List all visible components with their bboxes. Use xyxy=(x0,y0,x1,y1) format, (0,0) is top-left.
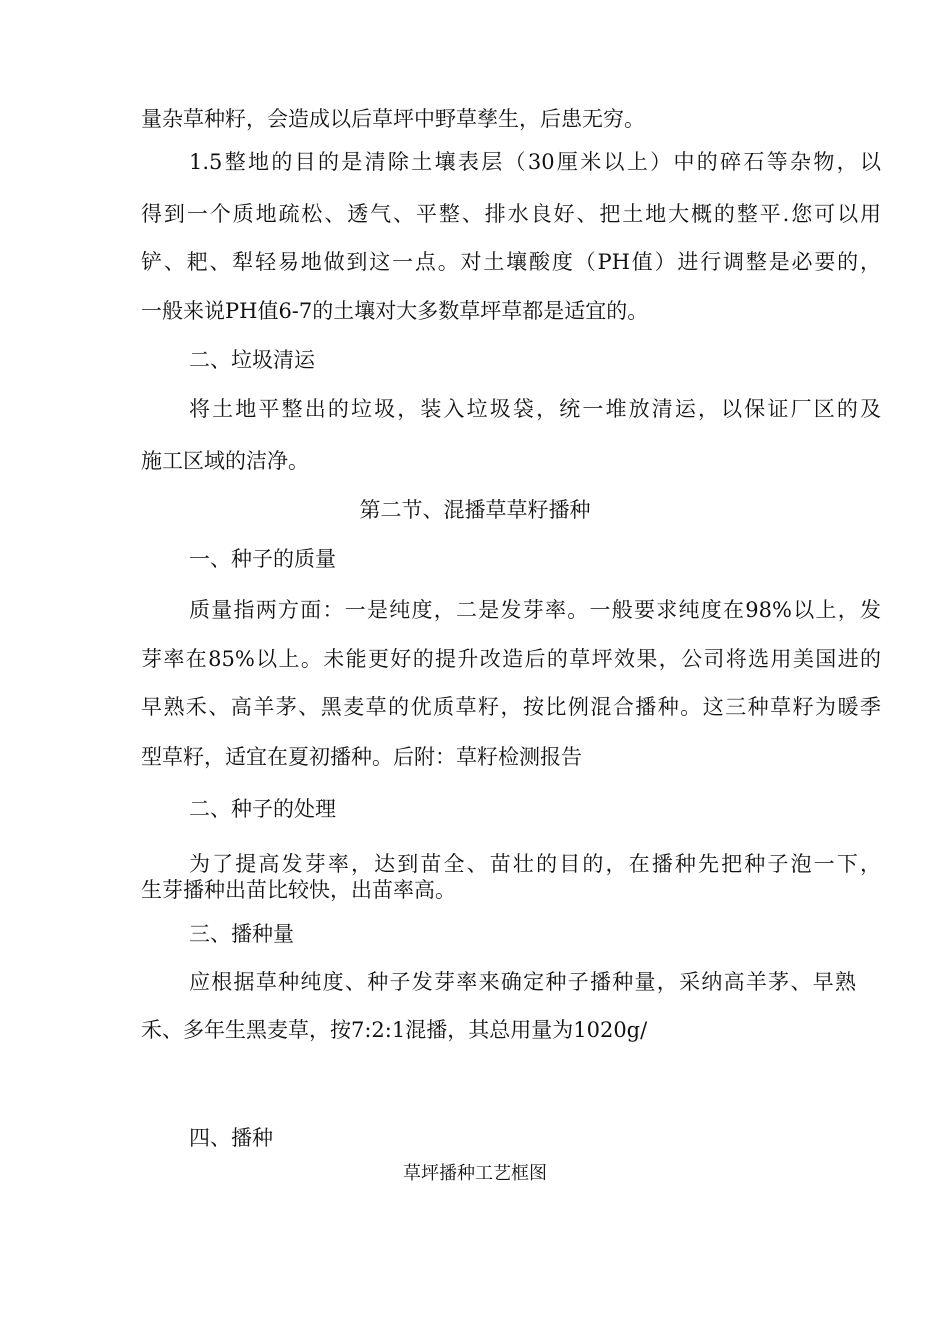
paragraph-line: 禾、多年生黑麦草，按7:2:1混播，其总用量为1020g/ xyxy=(141,1018,648,1042)
paragraph-line: 为了提高发芽率，达到苗全、苗壮的目的，在播种先把种子泡一下， xyxy=(189,852,881,876)
paragraph-line: 得到一个质地疏松、透气、平整、排水良好、把土地大概的整平.您可以用 xyxy=(141,202,881,226)
paragraph-line: 施工区域的洁净。 xyxy=(141,449,309,473)
figure-caption: 草坪播种工艺框图 xyxy=(403,1163,547,1184)
paragraph-line: 质量指两方面：一是纯度，二是发芽率。一般要求纯度在98%以上，发 xyxy=(189,598,881,622)
paragraph-line: 1.5整地的目的是清除土壤表层（30厘米以上）中的碎石等杂物，以 xyxy=(189,150,881,174)
chapter-heading: 第二节、混播草草籽播种 xyxy=(359,498,591,522)
paragraph-line: 应根据草种纯度、种子发芽率来确定种子播种量，采纳高羊茅、早熟 xyxy=(189,970,856,994)
paragraph-line: 将土地平整出的垃圾，装入垃圾袋，统一堆放清运，以保证厂区的及 xyxy=(189,397,881,421)
section-heading: 二、垃圾清运 xyxy=(189,348,315,372)
paragraph-line: 铲、耙、犁轻易地做到这一点。对土壤酸度（PH值）进行调整是必要的， xyxy=(141,250,881,274)
section-heading: 四、播种 xyxy=(189,1126,273,1150)
section-heading: 三、播种量 xyxy=(189,922,294,946)
paragraph-line: 生芽播种出苗比较快，出苗率高。 xyxy=(141,878,456,902)
paragraph-line: 一般来说PH值6-7的土壤对大多数草坪草都是适宜的。 xyxy=(141,299,649,323)
paragraph-line: 型草籽，适宜在夏初播种。后附：草籽检测报告 xyxy=(141,745,582,769)
paragraph-line: 早熟禾、高羊茅、黑麦草的优质草籽，按比例混合播种。这三种草籽为暖季 xyxy=(141,695,881,719)
section-heading: 一、种子的质量 xyxy=(189,547,336,571)
paragraph-line: 芽率在85%以上。未能更好的提升改造后的草坪效果，公司将选用美国进的 xyxy=(141,647,881,671)
paragraph-line: 量杂草种籽，会造成以后草坪中野草孳生，后患无穷。 xyxy=(141,107,645,131)
section-heading: 二、种子的处理 xyxy=(189,797,336,821)
